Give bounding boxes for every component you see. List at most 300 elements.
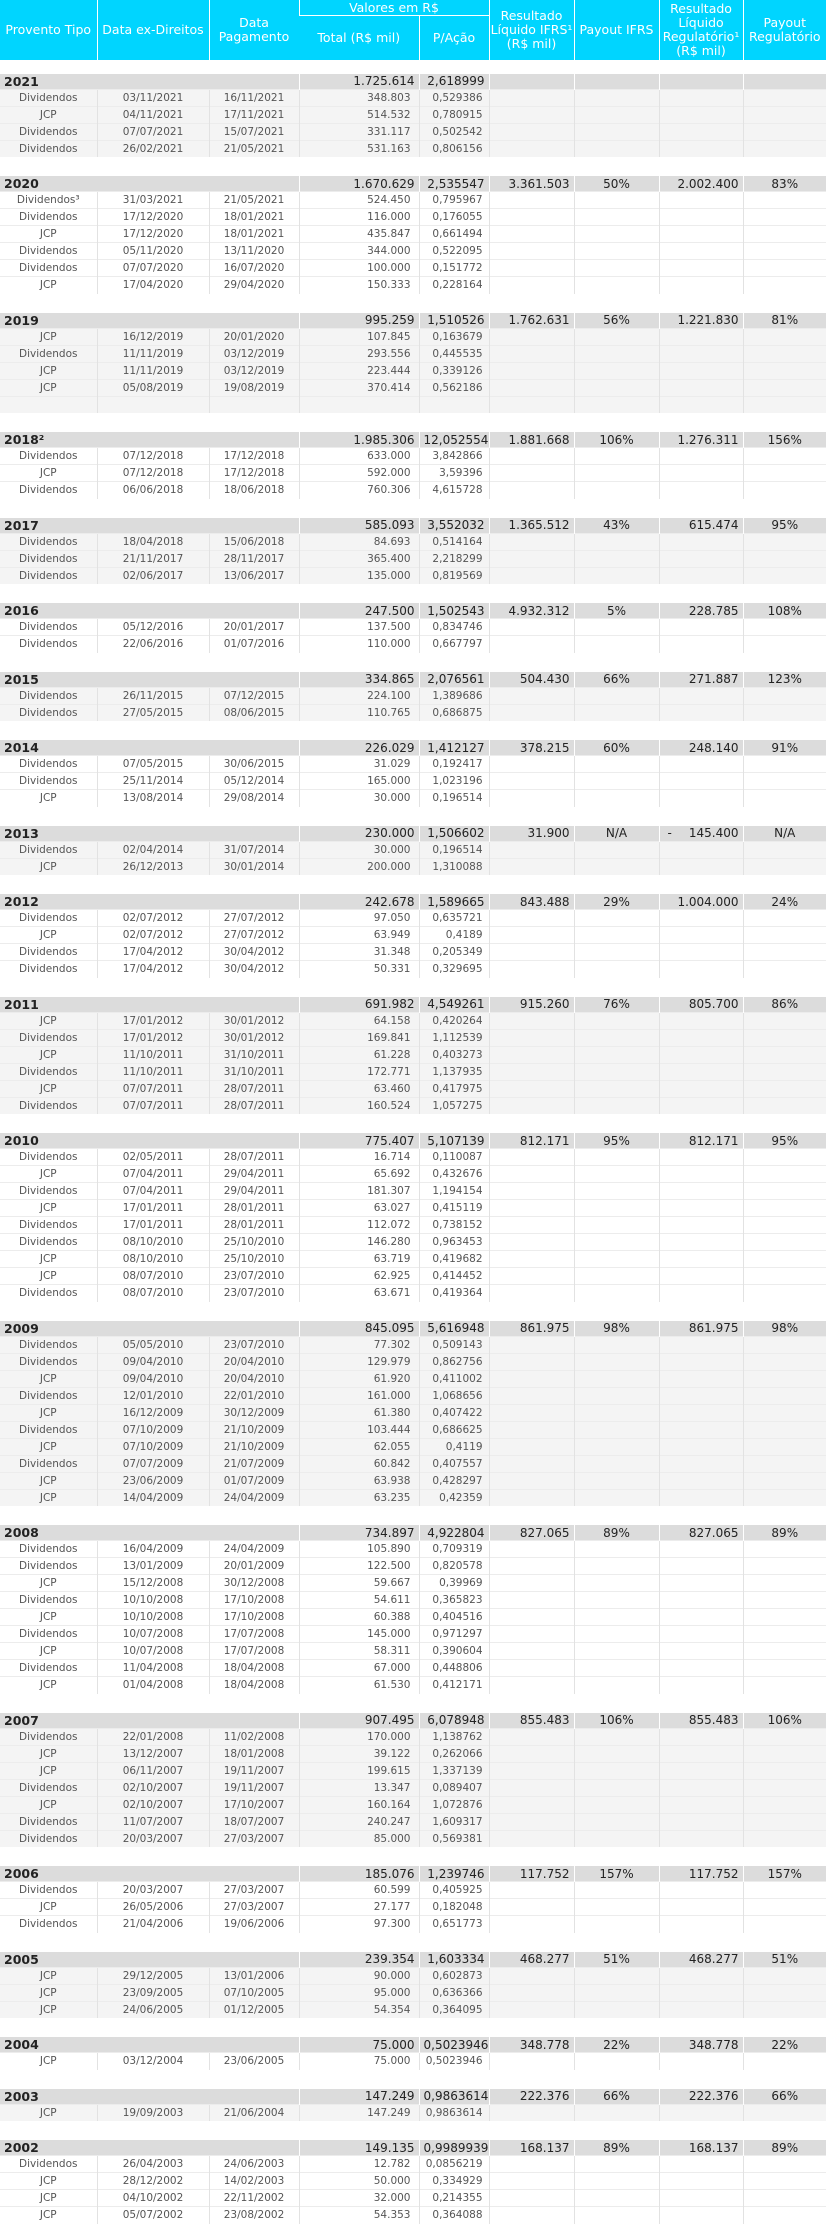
valor-total: 61.228 xyxy=(299,1046,419,1063)
resultado-regulatorio-value: 168.137 xyxy=(688,2140,739,2155)
valor-total: 223.444 xyxy=(299,362,419,379)
valor-total: 39.122 xyxy=(299,1745,419,1762)
empty-cell xyxy=(743,841,826,858)
empty-cell xyxy=(489,140,574,157)
table-row xyxy=(0,1353,826,1370)
year-total: 775.407 xyxy=(299,1133,419,1149)
year-p-acao: 1,502543 xyxy=(419,603,489,619)
empty-cell xyxy=(743,89,826,106)
year-total: 247.500 xyxy=(299,603,419,619)
valor-p-acao: 0,514164 xyxy=(419,533,489,550)
year-summary-row xyxy=(0,1866,826,1882)
data-pagamento: 01/12/2005 xyxy=(209,2001,299,2018)
valor-total: 64.158 xyxy=(299,1012,419,1029)
empty-cell xyxy=(743,260,826,277)
data-ex-direitos: 04/11/2021 xyxy=(97,106,209,123)
valor-p-acao: 0,428297 xyxy=(419,1472,489,1489)
resultado-regulatorio-value: 348.778 xyxy=(688,2037,739,2052)
empty-cell xyxy=(489,1404,574,1421)
empty-cell xyxy=(574,1626,659,1643)
year-p-acao: 4,549261 xyxy=(419,997,489,1013)
provento-tipo: Dividendos xyxy=(0,209,97,226)
empty-cell xyxy=(743,1234,826,1251)
table-row xyxy=(0,773,826,790)
empty-cell xyxy=(489,1882,574,1899)
valor-total: 137.500 xyxy=(299,619,419,636)
data-ex-direitos: 05/07/2002 xyxy=(97,2207,209,2224)
empty-cell xyxy=(489,1251,574,1268)
provento-tipo: Dividendos xyxy=(0,243,97,260)
year-resultado-regulatorio xyxy=(659,1321,743,1337)
empty-cell xyxy=(574,841,659,858)
empty-cell xyxy=(659,328,743,345)
data-pagamento: 16/11/2021 xyxy=(209,89,299,106)
spacer-cell xyxy=(0,413,826,432)
year-payout-regulatorio: 98% xyxy=(743,1321,826,1337)
empty-cell xyxy=(489,465,574,482)
header-total: Total (R$ mil) xyxy=(299,16,419,60)
year-payout-regulatorio: 156% xyxy=(743,432,826,448)
valor-total: 63.938 xyxy=(299,1472,419,1489)
empty-cell xyxy=(574,448,659,465)
valor-total: 84.693 xyxy=(299,533,419,550)
table-row xyxy=(0,841,826,858)
year-resultado-ifrs: 812.171 xyxy=(489,1133,574,1149)
provento-tipo: JCP xyxy=(0,858,97,875)
data-ex-direitos: 20/03/2007 xyxy=(97,1830,209,1847)
year-label: 2014 xyxy=(0,740,299,756)
empty-cell xyxy=(659,1149,743,1166)
data-pagamento: 20/04/2010 xyxy=(209,1370,299,1387)
empty-cell xyxy=(489,1370,574,1387)
data-pagamento: 13/11/2020 xyxy=(209,243,299,260)
empty-cell xyxy=(659,1268,743,1285)
empty-cell xyxy=(489,1063,574,1080)
empty-cell xyxy=(489,89,574,106)
spacer-cell xyxy=(0,1847,826,1866)
data-ex-direitos: 11/10/2011 xyxy=(97,1046,209,1063)
valor-p-acao: 0,407422 xyxy=(419,1404,489,1421)
empty-cell xyxy=(489,1728,574,1745)
empty-cell xyxy=(743,1217,826,1234)
empty-cell xyxy=(489,773,574,790)
empty-cell xyxy=(574,1387,659,1404)
empty-cell xyxy=(743,1609,826,1626)
table-row xyxy=(0,1183,826,1200)
year-summary-row xyxy=(0,672,826,688)
empty-cell xyxy=(574,773,659,790)
spacer-cell xyxy=(0,875,826,894)
valor-p-acao: 0,419682 xyxy=(419,1251,489,1268)
table-row xyxy=(0,2104,826,2121)
table-row xyxy=(0,1796,826,1813)
year-label: 2015 xyxy=(0,672,299,688)
empty-cell xyxy=(659,1813,743,1830)
empty-cell xyxy=(659,2190,743,2207)
empty-cell xyxy=(489,841,574,858)
year-resultado-regulatorio xyxy=(659,176,743,192)
valor-p-acao: 0,9863614 xyxy=(419,2104,489,2121)
year-payout-regulatorio: N/A xyxy=(743,826,826,842)
valor-total: 165.000 xyxy=(299,773,419,790)
valor-p-acao: 1,068656 xyxy=(419,1387,489,1404)
empty-cell xyxy=(659,1029,743,1046)
valor-total: 107.845 xyxy=(299,328,419,345)
data-ex-direitos: 26/02/2021 xyxy=(97,140,209,157)
year-summary-row xyxy=(0,313,826,329)
data-pagamento: 23/07/2010 xyxy=(209,1336,299,1353)
empty-cell xyxy=(659,1728,743,1745)
table-row xyxy=(0,379,826,396)
table-row xyxy=(0,1984,826,2001)
provento-tipo: Dividendos xyxy=(0,448,97,465)
data-pagamento: 19/11/2007 xyxy=(209,1762,299,1779)
empty-cell xyxy=(659,1217,743,1234)
valor-total: 110.000 xyxy=(299,636,419,653)
valor-p-acao: 0,405925 xyxy=(419,1882,489,1899)
empty-cell xyxy=(659,533,743,550)
table-row xyxy=(0,1080,826,1097)
empty-cell xyxy=(659,1404,743,1421)
valor-p-acao: 0,795967 xyxy=(419,192,489,209)
year-payout-regulatorio: 95% xyxy=(743,1133,826,1149)
valor-p-acao: 1,138762 xyxy=(419,1728,489,1745)
year-resultado-ifrs: 843.488 xyxy=(489,894,574,910)
table-row xyxy=(0,1472,826,1489)
provento-tipo: Dividendos xyxy=(0,1149,97,1166)
valor-total: 50.000 xyxy=(299,2173,419,2190)
provento-tipo: Dividendos xyxy=(0,1813,97,1830)
empty-cell xyxy=(743,1916,826,1933)
empty-cell xyxy=(489,2173,574,2190)
valor-p-acao: 0,417975 xyxy=(419,1080,489,1097)
valor-p-acao: 0,963453 xyxy=(419,1234,489,1251)
empty-cell xyxy=(659,619,743,636)
data-pagamento: 13/06/2017 xyxy=(209,567,299,584)
empty-cell xyxy=(489,858,574,875)
data-ex-direitos: 14/04/2009 xyxy=(97,1489,209,1506)
year-label: 2005 xyxy=(0,1952,299,1968)
empty-cell xyxy=(489,636,574,653)
table-row xyxy=(0,1097,826,1114)
data-ex-direitos: 02/06/2017 xyxy=(97,567,209,584)
table-row xyxy=(0,636,826,653)
data-ex-direitos: 10/07/2008 xyxy=(97,1643,209,1660)
table-row xyxy=(0,1421,826,1438)
year-resultado-ifrs: 861.975 xyxy=(489,1321,574,1337)
empty-cell xyxy=(743,277,826,294)
empty-cell xyxy=(743,1438,826,1455)
year-label: 2010 xyxy=(0,1133,299,1149)
year-spacer xyxy=(0,2070,826,2089)
provento-tipo: JCP xyxy=(0,1677,97,1694)
data-ex-direitos: 21/11/2017 xyxy=(97,550,209,567)
provento-tipo: JCP xyxy=(0,1080,97,1097)
empty-cell xyxy=(574,2156,659,2173)
year-summary-row xyxy=(0,432,826,448)
empty-cell xyxy=(743,619,826,636)
empty-cell xyxy=(659,2207,743,2224)
empty-cell xyxy=(574,1830,659,1847)
empty-cell xyxy=(743,1404,826,1421)
empty-cell xyxy=(489,2190,574,2207)
year-resultado-ifrs: 31.900 xyxy=(489,826,574,842)
empty-cell xyxy=(574,1779,659,1796)
empty-cell xyxy=(743,1353,826,1370)
data-pagamento: 28/07/2011 xyxy=(209,1097,299,1114)
valor-total: 63.671 xyxy=(299,1285,419,1302)
empty-cell xyxy=(489,1984,574,2001)
table-row xyxy=(0,1762,826,1779)
empty-cell xyxy=(574,379,659,396)
year-payout-ifrs: 60% xyxy=(574,740,659,756)
table-row xyxy=(0,1455,826,1472)
valor-p-acao: 0,407557 xyxy=(419,1455,489,1472)
empty-cell xyxy=(489,1353,574,1370)
provento-tipo: JCP xyxy=(0,1200,97,1217)
data-ex-direitos: 08/07/2010 xyxy=(97,1285,209,1302)
valor-p-acao: 1,057275 xyxy=(419,1097,489,1114)
data-ex-direitos: 05/12/2016 xyxy=(97,619,209,636)
empty-cell xyxy=(489,362,574,379)
data-pagamento: 14/02/2003 xyxy=(209,2173,299,2190)
data-pagamento: 28/07/2011 xyxy=(209,1080,299,1097)
empty-cell xyxy=(574,636,659,653)
resultado-regulatorio-value: 248.140 xyxy=(688,740,739,755)
valor-total: 50.331 xyxy=(299,961,419,978)
valor-total: 63.460 xyxy=(299,1080,419,1097)
year-resultado-ifrs: 827.065 xyxy=(489,1525,574,1541)
empty-cell xyxy=(659,687,743,704)
data-pagamento: 23/07/2010 xyxy=(209,1285,299,1302)
provento-tipo: Dividendos xyxy=(0,1234,97,1251)
resultado-regulatorio-value: 222.376 xyxy=(688,2089,739,2103)
data-ex-direitos: 17/01/2011 xyxy=(97,1200,209,1217)
year-label: 2017 xyxy=(0,518,299,534)
table-row xyxy=(0,2207,826,2224)
empty-cell xyxy=(489,1029,574,1046)
data-ex-direitos: 09/04/2010 xyxy=(97,1370,209,1387)
provento-tipo: JCP xyxy=(0,790,97,807)
empty-cell xyxy=(489,1336,574,1353)
data-ex-direitos: 23/06/2009 xyxy=(97,1472,209,1489)
data-ex-direitos: 11/11/2019 xyxy=(97,362,209,379)
table-row xyxy=(0,961,826,978)
empty-cell xyxy=(659,106,743,123)
year-resultado-regulatorio xyxy=(659,740,743,756)
year-spacer xyxy=(0,1847,826,1866)
provento-tipo: Dividendos xyxy=(0,1336,97,1353)
table-row xyxy=(0,1626,826,1643)
empty-cell xyxy=(574,1967,659,1984)
provento-tipo: JCP xyxy=(0,1575,97,1592)
valor-total: 63.719 xyxy=(299,1251,419,1268)
data-ex-direitos: 03/11/2021 xyxy=(97,89,209,106)
header-p-acao: P/Ação xyxy=(419,16,489,60)
data-pagamento: 19/06/2006 xyxy=(209,1916,299,1933)
valor-total: 293.556 xyxy=(299,345,419,362)
data-pagamento: 27/07/2012 xyxy=(209,910,299,927)
empty-cell xyxy=(489,1080,574,1097)
data-pagamento: 18/07/2007 xyxy=(209,1813,299,1830)
empty-cell xyxy=(659,910,743,927)
valor-p-acao: 3,59396 xyxy=(419,465,489,482)
empty-cell xyxy=(574,1575,659,1592)
year-total: 75.000 xyxy=(299,2037,419,2053)
valor-p-acao: 0,364088 xyxy=(419,2207,489,2224)
empty-cell xyxy=(743,1097,826,1114)
empty-cell xyxy=(743,773,826,790)
data-ex-direitos: 02/07/2012 xyxy=(97,910,209,927)
empty-cell xyxy=(659,277,743,294)
data-pagamento: 30/01/2014 xyxy=(209,858,299,875)
year-payout-ifrs: 66% xyxy=(574,672,659,688)
table-row xyxy=(0,226,826,243)
empty-cell xyxy=(659,944,743,961)
valor-total: 61.530 xyxy=(299,1677,419,1694)
provento-tipo: Dividendos xyxy=(0,1916,97,1933)
table-row xyxy=(0,123,826,140)
header-payout-ifrs: Payout IFRS xyxy=(574,0,659,60)
valor-p-acao: 0,414452 xyxy=(419,1268,489,1285)
spacer-cell xyxy=(0,2018,826,2037)
empty-cell xyxy=(489,1234,574,1251)
provento-tipo: JCP xyxy=(0,226,97,243)
table-row xyxy=(0,1387,826,1404)
empty-cell xyxy=(574,1217,659,1234)
empty-cell xyxy=(743,379,826,396)
empty-cell xyxy=(743,1541,826,1558)
valor-total: 200.000 xyxy=(299,858,419,875)
provento-tipo: Dividendos xyxy=(0,1029,97,1046)
empty-cell xyxy=(659,1796,743,1813)
empty-cell xyxy=(743,209,826,226)
empty-cell xyxy=(659,2156,743,2173)
valor-p-acao: 0,196514 xyxy=(419,841,489,858)
empty-cell xyxy=(743,636,826,653)
empty-cell xyxy=(743,2156,826,2173)
valor-p-acao: 0,110087 xyxy=(419,1149,489,1166)
year-resultado-ifrs xyxy=(489,74,574,90)
empty-cell xyxy=(743,2104,826,2121)
provento-tipo: Dividendos xyxy=(0,1183,97,1200)
empty-cell xyxy=(659,1336,743,1353)
data-pagamento: 18/01/2021 xyxy=(209,226,299,243)
year-total: 734.897 xyxy=(299,1525,419,1541)
valor-p-acao: 0,971297 xyxy=(419,1626,489,1643)
empty-cell xyxy=(489,260,574,277)
empty-cell xyxy=(489,1200,574,1217)
provento-tipo: Dividendos xyxy=(0,482,97,499)
data-pagamento: 23/06/2005 xyxy=(209,2053,299,2070)
data-ex-direitos: 17/04/2012 xyxy=(97,961,209,978)
data-ex-direitos: 09/04/2010 xyxy=(97,1353,209,1370)
table-row xyxy=(0,2190,826,2207)
valor-p-acao: 0,569381 xyxy=(419,1830,489,1847)
empty-cell xyxy=(574,1489,659,1506)
valor-total: 85.000 xyxy=(299,1830,419,1847)
data-ex-direitos: 16/04/2009 xyxy=(97,1541,209,1558)
year-resultado-regulatorio xyxy=(659,2140,743,2156)
year-total: 149.135 xyxy=(299,2140,419,2156)
year-resultado-regulatorio xyxy=(659,997,743,1013)
year-resultado-ifrs: 117.752 xyxy=(489,1866,574,1882)
empty-cell xyxy=(489,482,574,499)
empty-cell xyxy=(489,1592,574,1609)
data-pagamento: 29/04/2011 xyxy=(209,1183,299,1200)
empty-cell xyxy=(574,1558,659,1575)
empty-cell xyxy=(743,226,826,243)
valor-total: 60.388 xyxy=(299,1609,419,1626)
table-row xyxy=(0,465,826,482)
provento-tipo: Dividendos xyxy=(0,1353,97,1370)
resultado-regulatorio-value: 805.700 xyxy=(688,997,739,1011)
empty-cell xyxy=(743,1387,826,1404)
year-label: 2004 xyxy=(0,2037,299,2053)
empty-cell xyxy=(574,1438,659,1455)
data-ex-direitos: 11/10/2011 xyxy=(97,1063,209,1080)
valor-p-acao: 0,163679 xyxy=(419,328,489,345)
table-header xyxy=(0,0,826,60)
empty-cell xyxy=(743,927,826,944)
data-ex-direitos: 11/11/2019 xyxy=(97,345,209,362)
data-pagamento: 29/04/2011 xyxy=(209,1166,299,1183)
empty-cell xyxy=(574,1234,659,1251)
data-ex-direitos: 07/12/2018 xyxy=(97,448,209,465)
empty-cell xyxy=(489,1916,574,1933)
valor-p-acao: 1,023196 xyxy=(419,773,489,790)
valor-total: 145.000 xyxy=(299,1626,419,1643)
valor-total: 77.302 xyxy=(299,1336,419,1353)
empty-cell xyxy=(743,140,826,157)
year-resultado-ifrs: 168.137 xyxy=(489,2140,574,2156)
valor-p-acao: 0,602873 xyxy=(419,1967,489,1984)
valor-total: 54.611 xyxy=(299,1592,419,1609)
empty-cell xyxy=(743,1660,826,1677)
table-row xyxy=(0,704,826,721)
data-ex-direitos: 17/01/2011 xyxy=(97,1217,209,1234)
empty-cell xyxy=(743,1455,826,1472)
data-pagamento: 21/05/2021 xyxy=(209,140,299,157)
table-row xyxy=(0,2156,826,2173)
empty-cell xyxy=(743,1080,826,1097)
data-pagamento: 21/05/2021 xyxy=(209,192,299,209)
empty-cell xyxy=(743,1745,826,1762)
data-ex-direitos: 24/06/2005 xyxy=(97,2001,209,2018)
table-row xyxy=(0,243,826,260)
empty-cell xyxy=(489,1455,574,1472)
data-pagamento: 08/06/2015 xyxy=(209,704,299,721)
empty-cell xyxy=(574,944,659,961)
data-ex-direitos: 07/05/2015 xyxy=(97,756,209,773)
table-row xyxy=(0,277,826,294)
resultado-regulatorio-value: 228.785 xyxy=(688,603,739,618)
data-ex-direitos: 25/11/2014 xyxy=(97,773,209,790)
table-row xyxy=(0,1234,826,1251)
data-pagamento: 24/04/2009 xyxy=(209,1489,299,1506)
data-pagamento: 28/11/2017 xyxy=(209,550,299,567)
data-ex-direitos: 17/01/2012 xyxy=(97,1012,209,1029)
empty-cell xyxy=(574,1251,659,1268)
valor-total xyxy=(299,396,419,413)
empty-cell xyxy=(489,1899,574,1916)
valor-total: 12.782 xyxy=(299,2156,419,2173)
valor-total: 31.029 xyxy=(299,756,419,773)
empty-cell xyxy=(659,89,743,106)
empty-cell xyxy=(574,2173,659,2190)
year-summary-row xyxy=(0,2140,826,2156)
empty-cell xyxy=(743,1882,826,1899)
